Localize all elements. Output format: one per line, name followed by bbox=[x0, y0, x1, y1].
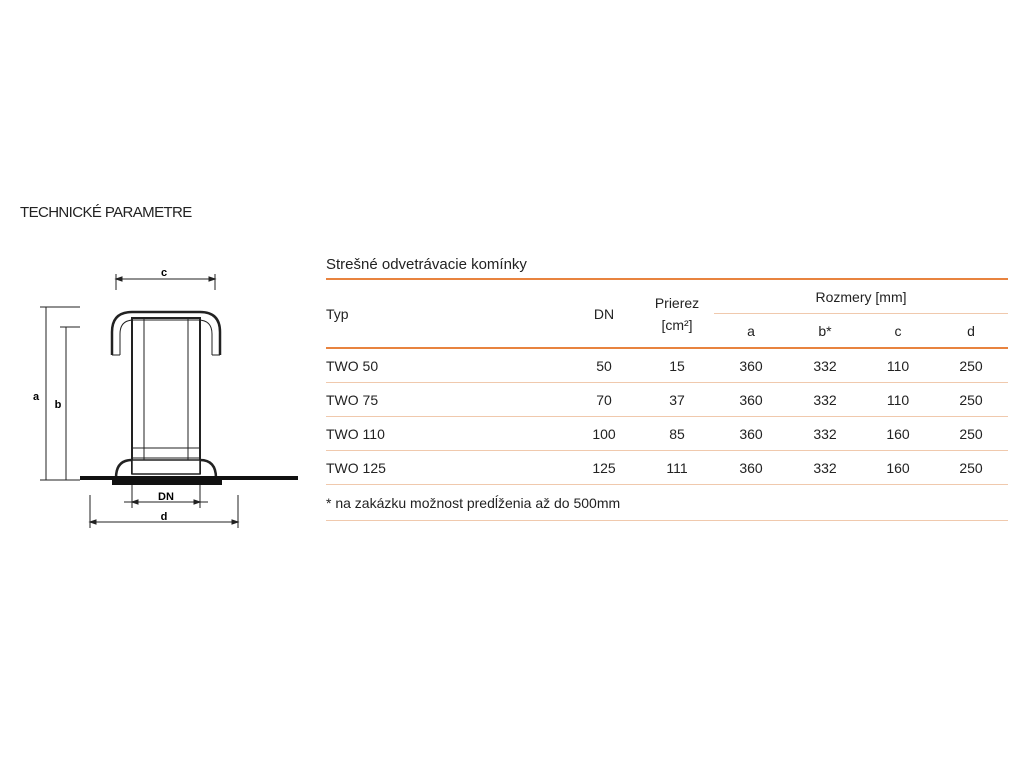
cell-c: 160 bbox=[862, 417, 934, 451]
dim-label-d: d bbox=[160, 511, 168, 523]
parameters-table bbox=[326, 280, 1008, 521]
parameters-table-section bbox=[326, 254, 1008, 521]
header-rozmery: Rozmery [mm] bbox=[714, 280, 1008, 314]
cell-a: 360 bbox=[714, 348, 788, 383]
cell-d: 250 bbox=[934, 348, 1008, 383]
dim-label-dn: DN bbox=[158, 491, 174, 503]
cell-dn: 125 bbox=[568, 451, 640, 485]
cell-c: 160 bbox=[862, 451, 934, 485]
cell-prierez: 111 bbox=[640, 451, 714, 485]
cell-a: 360 bbox=[714, 451, 788, 485]
cell-a: 360 bbox=[714, 383, 788, 417]
table-row bbox=[326, 417, 1008, 451]
header-a: a bbox=[714, 314, 788, 349]
cell-dn: 70 bbox=[568, 383, 640, 417]
dim-label-c: c bbox=[160, 267, 168, 279]
header-typ: Typ bbox=[326, 280, 568, 348]
cell-b: 332 bbox=[788, 417, 862, 451]
cell-prierez: 15 bbox=[640, 348, 714, 383]
cell-b: 332 bbox=[788, 383, 862, 417]
header-prierez-unit: [cm²] bbox=[661, 316, 693, 333]
cell-prierez: 85 bbox=[640, 417, 714, 451]
table-row bbox=[326, 383, 1008, 417]
header-d: d bbox=[934, 314, 1008, 349]
header-c: c bbox=[862, 314, 934, 349]
header-b: b* bbox=[788, 314, 862, 349]
cell-d: 250 bbox=[934, 451, 1008, 485]
cell-d: 250 bbox=[934, 417, 1008, 451]
dim-label-b: b bbox=[54, 399, 62, 411]
cell-b: 332 bbox=[788, 348, 862, 383]
section-title: TECHNICKÉ PARAMETRE bbox=[20, 204, 192, 221]
cell-c: 110 bbox=[862, 348, 934, 383]
header-prierez bbox=[640, 280, 714, 348]
cell-typ: TWO 50 bbox=[326, 348, 568, 383]
cell-typ: TWO 110 bbox=[326, 417, 568, 451]
cell-dn: 50 bbox=[568, 348, 640, 383]
cell-a: 360 bbox=[714, 417, 788, 451]
cell-c: 110 bbox=[862, 383, 934, 417]
header-dn: DN bbox=[568, 280, 640, 348]
cell-b: 332 bbox=[788, 451, 862, 485]
cell-d: 250 bbox=[934, 383, 1008, 417]
cell-dn: 100 bbox=[568, 417, 640, 451]
cell-prierez: 37 bbox=[640, 383, 714, 417]
cell-typ: TWO 125 bbox=[326, 451, 568, 485]
technical-drawing bbox=[20, 260, 305, 535]
header-prierez-label: Prierez bbox=[654, 294, 700, 311]
cell-typ: TWO 75 bbox=[326, 383, 568, 417]
footnote: * na zakázku možnost predĺženia až do 500mm bbox=[326, 485, 1008, 521]
table-row bbox=[326, 451, 1008, 485]
table-row bbox=[326, 348, 1008, 383]
table-title: Strešné odvetrávacie komínky bbox=[326, 256, 527, 273]
dim-label-a: a bbox=[32, 391, 40, 403]
